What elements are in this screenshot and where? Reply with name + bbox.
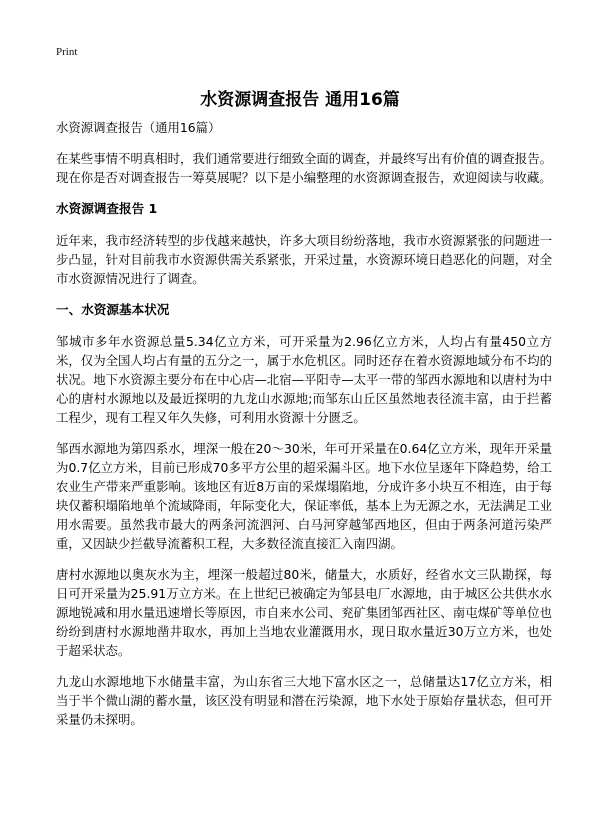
document-body bbox=[56, 118, 552, 741]
intro-paragraph: 在某些事情不明真相时，我们通常要进行细致全面的调查，并最终写出有价值的调查报告。现在你是否对调查报告一筹莫展呢？以下是小编整理的水资源调查报告，欢迎阅读与收藏。 bbox=[56, 151, 552, 185]
section-heading: 水资源调查报告 1 bbox=[56, 201, 158, 216]
document-title: 水资源调查报告 通用16篇 bbox=[200, 90, 400, 111]
subheading: 一、水资源基本状况 bbox=[56, 302, 170, 317]
document-subtitle: 水资源调查报告（通用16篇） bbox=[56, 120, 221, 135]
section-intro-paragraph: 近年来，我市经济转型的步伐越来越快，许多大项目纷纷落地，我市水资源紧张的问题进一步凸显，针对目前我市水资源供需关系紧张，开采过量，水资源环境日趋恶化的问题，对全市水资源情况进行了调查。 bbox=[56, 233, 552, 286]
body-paragraph: 邹城市多年水资源总量5.34亿立方米，可开采量为2.96亿立方米，人均占有量450立方米，仅为全国人均占有量的五分之一，属于水危机区。同时还存在着水资源地域分布不均的状况。地下水资源主要分布在中心店—北宿—平阳寺—太平一带的邹西水源地和以唐村为中心的唐村水源地以及最近探明的九龙山水源地;而邹东山丘区虽然地表径流丰富，由于拦蓄工程少，现有工程又年久失修，可利用水资源十分匮乏。 bbox=[56, 334, 552, 425]
body-paragraph: 唐村水源地以奥灰水为主，埋深一般超过80米，储量大，水质好，经省水文三队勘探，每日可开采量为25.91万立方米。在上世纪已被确定为邹县电厂水源地，由于城区公共供水水源地锐减和用水量迅速增长等原因，市自来水公司、兖矿集团邹西社区、南屯煤矿等单位也纷纷到唐村水源地凿井取水，再加上当地农业灌溉用水，现日取水量近30万立方米，也处于超采状态。 bbox=[56, 567, 552, 658]
print-link[interactable]: Print bbox=[56, 46, 78, 58]
body-paragraph: 九龙山水源地地下水储量丰富，为山东省三大地下富水区之一，总储量达17亿立方米，相当于半个微山湖的蓄水量，该区没有明显和潜在污染源，地下水处于原始存量状态，但可开采量仍未探明。 bbox=[56, 674, 552, 727]
body-paragraph: 邹西水源地为第四系水，埋深一般在20～30米，年可开采量在0.64亿立方米，现年开采量为0.7亿立方米，目前已形成70多平方公里的超采漏斗区。地下水位呈逐年下降趋势，给工农业生产带来严重影响。该地区有近8万亩的采煤塌陷地，分成许多小块互不相连，由于每块仅蓄积塌陷地单个流域降雨，年际变化大，保证率低，基本上为无源之水，无法满足工业用水需要。虽然我市最大的两条河流泗河、白马河穿越邹西地区，但由于两条河道污染严重，又因缺少拦截导流蓄积工程，大多数径流直接汇入南四湖。 bbox=[56, 441, 552, 551]
